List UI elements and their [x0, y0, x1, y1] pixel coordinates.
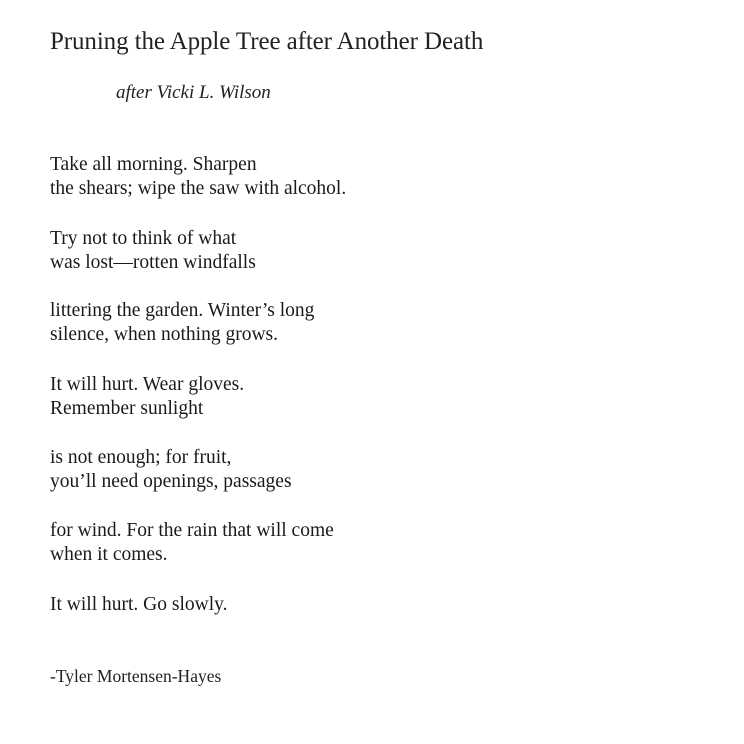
- stanza-7: [50, 593, 227, 617]
- poem-line: for wind. For the rain that will come: [50, 520, 334, 541]
- poem-line: Remember sunlight: [50, 398, 204, 419]
- stanza-3: [50, 299, 314, 347]
- poem-line: silence, when nothing grows.: [50, 324, 279, 345]
- poem-line: you’ll need openings, passages: [50, 471, 292, 492]
- poem-line: It will hurt. Wear gloves.: [50, 374, 245, 395]
- poem-line: when it comes.: [50, 544, 168, 565]
- poem-author: -Tyler Mortensen-Hayes: [50, 666, 222, 686]
- poem-dedication: after Vicki L. Wilson: [116, 82, 271, 103]
- stanza-4: [50, 373, 244, 421]
- poem-line: the shears; wipe the saw with alcohol.: [50, 178, 347, 199]
- poem-line: is not enough; for fruit,: [50, 447, 232, 468]
- stanza-6: [50, 519, 334, 567]
- poem-line: It will hurt. Go slowly.: [50, 594, 228, 615]
- poem-title: Pruning the Apple Tree after Another Death: [50, 28, 484, 55]
- stanza-2: [50, 227, 256, 275]
- poem-line: littering the garden. Winter’s long: [50, 300, 315, 321]
- stanza-1: [50, 153, 346, 201]
- poem-line: was lost—rotten windfalls: [50, 252, 256, 273]
- poem-line: Try not to think of what: [50, 228, 237, 249]
- poem-line: Take all morning. Sharpen: [50, 154, 257, 175]
- stanza-5: [50, 446, 292, 494]
